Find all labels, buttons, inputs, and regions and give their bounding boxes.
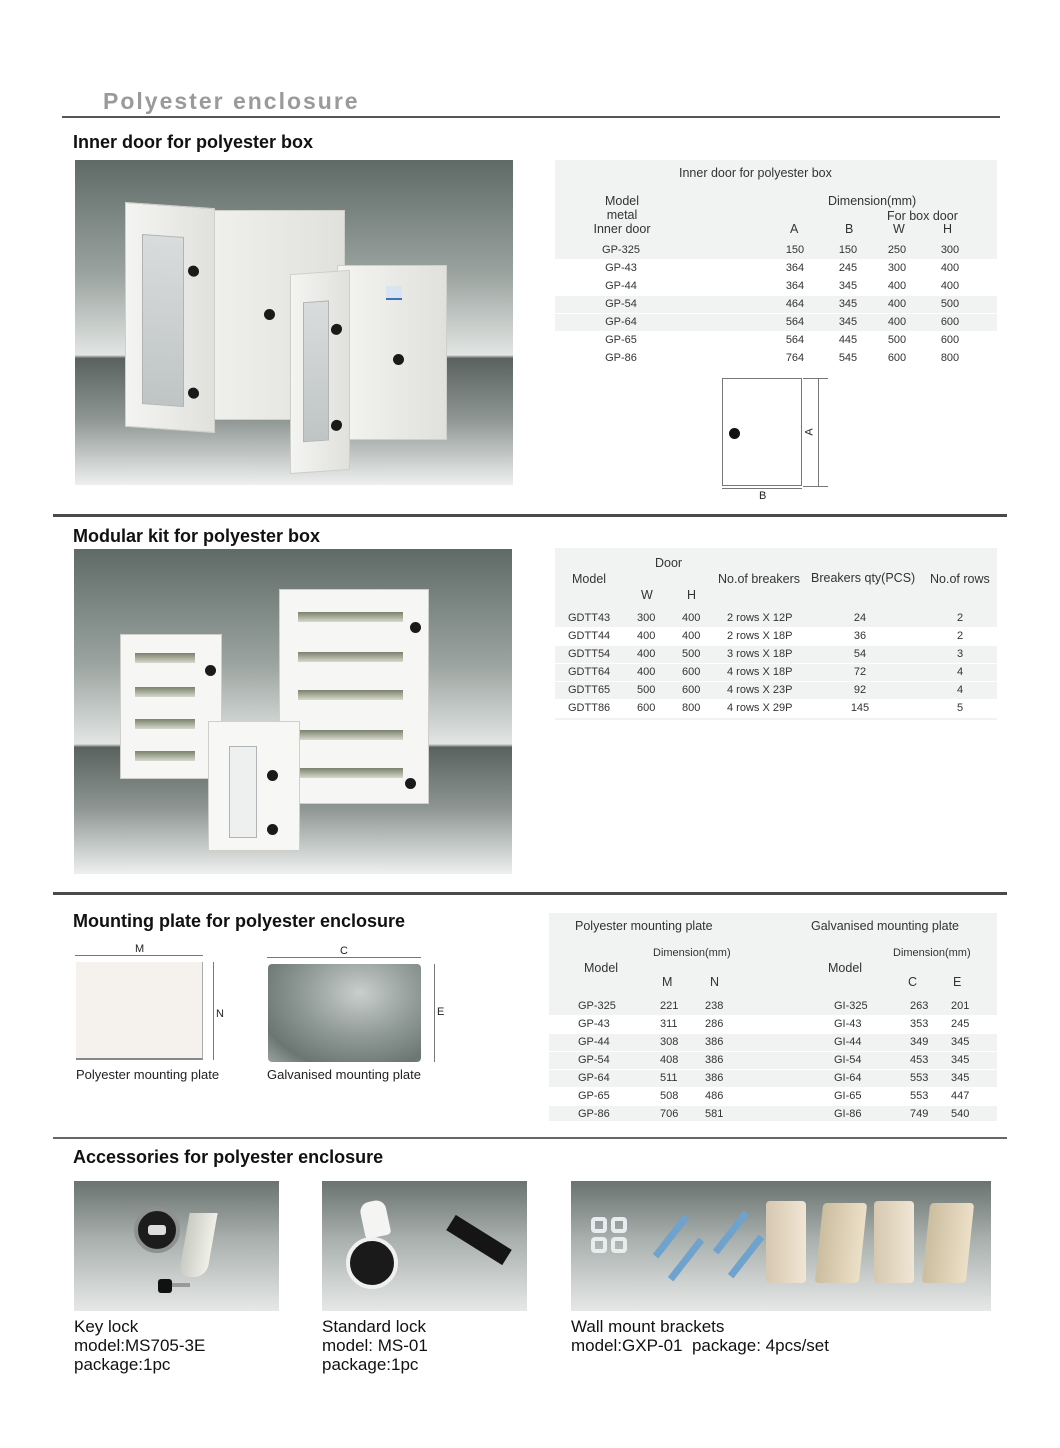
dimension-label-a: A [803, 428, 816, 436]
table-row [555, 682, 997, 700]
bolt-icon [728, 1235, 764, 1279]
nut-icon [611, 1217, 627, 1233]
cell-m: 311 [660, 1018, 678, 1030]
medium-kit-enclosure [120, 634, 222, 779]
cell-n: 238 [705, 1000, 724, 1012]
dimension-line-e [434, 964, 435, 1062]
cell-n: 581 [705, 1108, 724, 1120]
table-row [549, 998, 997, 1016]
door-header: Door [655, 556, 683, 570]
dimension-line-n [213, 962, 214, 1060]
cell-rows: 4 [956, 666, 964, 678]
table-row [555, 700, 997, 718]
cell-a: 564 [785, 334, 805, 346]
dimension-line-m [75, 955, 203, 956]
cell-poly-model: GP-44 [578, 1036, 610, 1048]
cell-model: GDTT86 [568, 702, 611, 714]
cell-e: 345 [951, 1036, 970, 1048]
cell-w: 400 [637, 630, 656, 642]
lock-knob [264, 309, 275, 320]
cell-n: 486 [705, 1090, 724, 1102]
cell-poly-model: GP-325 [578, 1000, 616, 1012]
w-header: W [641, 588, 653, 602]
table-row [549, 1088, 997, 1106]
cell-galv-model: GI-65 [834, 1090, 862, 1102]
inner-door-enclosure-photo [75, 160, 513, 485]
cell-m: 706 [660, 1108, 679, 1120]
cell-model: GDTT54 [568, 648, 611, 660]
cell-n: 386 [705, 1054, 724, 1066]
table-row [555, 296, 997, 314]
cell-w: 500 [637, 684, 656, 696]
cell-w: 300 [887, 262, 907, 274]
small-enclosure-door [290, 270, 350, 474]
cell-b: 150 [838, 244, 858, 256]
cell-h: 300 [940, 244, 960, 256]
col-header-m: M [662, 975, 673, 989]
accessory-package: package:1pc [322, 1355, 419, 1374]
galvanised-title: Galvanised mounting plate [811, 919, 960, 933]
cell-w: 400 [637, 648, 656, 660]
table-row [549, 1052, 997, 1070]
cell-m: 408 [660, 1054, 679, 1066]
lock-knob [267, 770, 278, 781]
breakers-header: No.of breakers [718, 572, 800, 586]
cell-breakers: 2 rows X 12P [727, 612, 793, 624]
cell-m: 508 [660, 1090, 679, 1102]
bracket-icon [815, 1203, 867, 1283]
col-header-n: N [710, 975, 720, 989]
section-title-mounting-plate: Mounting plate for polyester enclosure [73, 911, 406, 931]
door-knob-top [188, 265, 199, 277]
title-divider [62, 116, 1000, 118]
model-header: Model [572, 572, 607, 586]
section-title-accessories: Accessories for polyester enclosure [73, 1147, 384, 1167]
small-enclosure-body [337, 265, 447, 440]
cell-poly-model: GP-64 [578, 1072, 610, 1084]
door-knob-bottom [188, 387, 199, 399]
lock-handle-icon [446, 1215, 512, 1265]
lock-knob [393, 354, 404, 365]
table-row [549, 1034, 997, 1052]
col-header-e: E [953, 975, 962, 989]
cell-model: GP-325 [602, 244, 640, 256]
cell-a: 364 [785, 280, 805, 292]
cell-b: 445 [838, 334, 858, 346]
cell-b: 545 [838, 352, 858, 364]
wall-mount-brackets-caption [571, 1317, 829, 1355]
cell-rows: 4 [956, 684, 964, 696]
galv-dimension-header: Dimension(mm) [893, 947, 971, 959]
bolt-icon [653, 1215, 689, 1259]
bracket-icon [874, 1201, 914, 1283]
cell-poly-model: GP-54 [578, 1054, 610, 1066]
model-header-line: metal [606, 208, 638, 222]
cell-galv-model: GI-43 [834, 1018, 862, 1030]
standard-lock-caption [322, 1317, 428, 1374]
model-header-line: Inner door [593, 222, 651, 236]
dimension-header: Dimension(mm) [828, 194, 917, 208]
cell-galv-model: GI-64 [834, 1072, 862, 1084]
col-header-b: B [845, 222, 854, 236]
cell-b: 345 [838, 298, 858, 310]
large-enclosure-door [125, 202, 215, 433]
table-row [549, 1106, 997, 1124]
label-sticker [386, 286, 402, 300]
cell-galv-model: GI-325 [834, 1000, 868, 1012]
cell-c: 349 [910, 1036, 929, 1048]
table-row [555, 332, 997, 350]
cell-qty: 54 [853, 648, 867, 660]
cell-model: GDTT44 [568, 630, 611, 642]
cell-model: GP-44 [605, 280, 637, 292]
wall-mount-brackets-photo [571, 1181, 991, 1311]
page-title: Polyester enclosure [103, 88, 360, 114]
cell-model: GDTT65 [568, 684, 611, 696]
cell-h: 400 [682, 630, 701, 642]
cell-galv-model: GI-44 [834, 1036, 862, 1048]
polyester-plate-caption: Polyester mounting plate [76, 1067, 220, 1082]
cell-qty: 145 [850, 702, 870, 714]
door-window [303, 300, 329, 442]
table-row [555, 314, 997, 332]
cell-breakers: 4 rows X 23P [727, 684, 793, 696]
standard-lock-photo [322, 1181, 527, 1311]
lock-cylinder-icon [134, 1207, 180, 1253]
cell-e: 345 [951, 1054, 970, 1066]
cell-breakers: 4 rows X 18P [727, 666, 793, 678]
dimension-tick [803, 378, 828, 379]
cell-breakers: 3 rows X 18P [727, 648, 793, 660]
cell-w: 600 [887, 352, 907, 364]
cell-n: 286 [705, 1018, 724, 1030]
breakers-qty-header: Breakers qty(PCS) [811, 571, 916, 585]
modular-kit-enclosure-photo [74, 549, 512, 874]
key-icon [158, 1279, 172, 1293]
bracket-icon [766, 1201, 806, 1283]
cell-e: 245 [951, 1018, 970, 1030]
polyester-plate-image [76, 962, 203, 1060]
cell-c: 553 [910, 1090, 929, 1102]
cell-w: 300 [637, 612, 656, 624]
cell-model: GP-64 [605, 316, 637, 328]
lock-cam-icon [359, 1199, 392, 1240]
cell-b: 345 [838, 280, 858, 292]
cell-a: 764 [785, 352, 805, 364]
cell-poly-model: GP-86 [578, 1108, 610, 1120]
cell-h: 600 [682, 666, 701, 678]
rows-header: No.of rows [930, 572, 990, 586]
cell-model: GP-43 [605, 262, 637, 274]
door-knob-top [331, 323, 342, 335]
section-title-inner-door: Inner door for polyester box [73, 132, 314, 152]
model-header-line: Model [604, 194, 640, 208]
mounting-plate-table [549, 913, 997, 1121]
small-kit-enclosure [208, 721, 300, 851]
cell-rows: 2 [956, 630, 964, 642]
inner-door-diagram [722, 378, 802, 486]
table-row [555, 350, 997, 368]
accessory-model: model: MS-01 [322, 1336, 428, 1355]
cell-w: 400 [887, 280, 907, 292]
cell-model: GDTT64 [568, 666, 611, 678]
dimension-line-b [722, 488, 802, 489]
model-header [577, 194, 667, 236]
lock-hole-icon [729, 428, 740, 439]
cell-b: 345 [838, 316, 858, 328]
galvanised-plate-caption: Galvanised mounting plate [267, 1067, 421, 1082]
cell-rows: 3 [956, 648, 964, 660]
cell-model: GP-65 [605, 334, 637, 346]
cell-qty: 92 [853, 684, 867, 696]
table-row [555, 628, 997, 646]
dimension-label-e: E [437, 1006, 445, 1018]
lock-knob [205, 665, 216, 676]
col-header-w: W [893, 222, 905, 236]
cell-w: 400 [637, 666, 656, 678]
table-row [549, 1070, 997, 1088]
lock-knob [410, 622, 421, 633]
table-row [555, 260, 997, 278]
cell-m: 221 [660, 1000, 679, 1012]
dimension-label-b: B [759, 490, 767, 502]
cell-h: 800 [940, 352, 960, 364]
cell-h: 400 [682, 612, 701, 624]
accessory-model: model:MS705-3E [74, 1336, 206, 1355]
table-row [555, 664, 997, 682]
cell-a: 464 [785, 298, 805, 310]
table-row [555, 278, 997, 296]
cell-e: 447 [951, 1090, 970, 1102]
cell-qty: 36 [853, 630, 867, 642]
table-row [549, 1016, 997, 1034]
col-header-h: H [943, 222, 953, 236]
large-kit-enclosure [279, 589, 429, 804]
cell-c: 453 [910, 1054, 929, 1066]
section-divider [53, 892, 1007, 895]
dimension-tick [803, 486, 828, 487]
cell-n: 386 [705, 1072, 724, 1084]
cell-e: 540 [951, 1108, 970, 1120]
cell-h: 800 [682, 702, 701, 714]
cell-rows: 2 [956, 612, 964, 624]
table-row [555, 610, 997, 628]
section-title-modular-kit: Modular kit for polyester box [73, 526, 321, 546]
cell-n: 386 [705, 1036, 724, 1048]
cell-m: 308 [660, 1036, 679, 1048]
cell-w: 400 [887, 298, 907, 310]
lock-knob [405, 778, 416, 789]
col-header-a: A [790, 222, 799, 236]
cell-poly-model: GP-43 [578, 1018, 610, 1030]
nut-icon [591, 1217, 607, 1233]
cell-h: 500 [940, 298, 960, 310]
lock-cylinder-icon [346, 1237, 398, 1289]
galvanised-plate-image [268, 964, 421, 1062]
table-row [555, 242, 997, 260]
cell-rows: 5 [956, 702, 964, 714]
bracket-icon [922, 1203, 974, 1283]
bolt-icon [668, 1238, 704, 1282]
table-row [555, 646, 997, 664]
cell-w: 500 [887, 334, 907, 346]
accessory-name: Wall mount brackets [571, 1317, 725, 1336]
key-lock-photo [74, 1181, 279, 1311]
cell-h: 400 [940, 280, 960, 292]
nut-icon [611, 1237, 627, 1253]
dimension-label-n: N [216, 1008, 224, 1020]
col-header-c: C [908, 975, 918, 989]
cell-c: 263 [910, 1000, 929, 1012]
dimension-line-c [267, 957, 421, 958]
poly-dimension-header: Dimension(mm) [653, 947, 731, 959]
lock-cam-icon [178, 1213, 217, 1277]
cell-poly-model: GP-65 [578, 1090, 610, 1102]
cell-galv-model: GI-54 [834, 1054, 862, 1066]
dimension-label-m: M [135, 943, 145, 955]
cell-c: 553 [910, 1072, 929, 1084]
cell-w: 400 [887, 316, 907, 328]
for-box-door-header: For box door [887, 209, 958, 223]
cell-h: 600 [940, 334, 960, 346]
cell-galv-model: GI-86 [834, 1108, 862, 1120]
key-lock-caption [74, 1317, 205, 1374]
cell-c: 353 [910, 1018, 929, 1030]
lock-knob [267, 824, 278, 835]
table-caption: Inner door for polyester box [679, 166, 832, 180]
cell-model: GDTT43 [568, 612, 611, 624]
cell-h: 500 [682, 648, 701, 660]
cell-e: 201 [951, 1000, 970, 1012]
accessory-model: model:GXP-01 package: 4pcs/set [571, 1336, 829, 1355]
modular-kit-table [555, 548, 997, 720]
cell-qty: 24 [853, 612, 867, 624]
key-blade [172, 1283, 190, 1287]
bolt-icon [713, 1211, 749, 1255]
cell-h: 600 [940, 316, 960, 328]
door-window [142, 234, 184, 407]
cell-model: GP-86 [605, 352, 637, 364]
poly-model-header: Model [584, 961, 619, 975]
cell-breakers: 4 rows X 29P [727, 702, 793, 714]
cell-model: GP-54 [605, 298, 637, 310]
accessory-name: Standard lock [322, 1317, 426, 1336]
cell-w: 250 [887, 244, 907, 256]
nut-icon [591, 1237, 607, 1253]
h-header: H [687, 588, 697, 602]
section-divider [53, 514, 1007, 517]
polyester-title: Polyester mounting plate [575, 919, 713, 933]
dimension-label-c: C [340, 945, 348, 957]
accessory-name: Key lock [74, 1317, 139, 1336]
door-knob-bottom [331, 419, 342, 431]
cell-m: 511 [660, 1072, 678, 1084]
cell-a: 564 [785, 316, 805, 328]
cell-h: 400 [940, 262, 960, 274]
cell-h: 600 [682, 684, 701, 696]
cell-a: 150 [785, 244, 805, 256]
galv-model-header: Model [828, 961, 863, 975]
section-divider [53, 1137, 1007, 1139]
cell-c: 749 [910, 1108, 929, 1120]
accessory-package: package:1pc [74, 1355, 171, 1374]
dimension-line-a [818, 378, 819, 486]
cell-w: 600 [637, 702, 656, 714]
cell-qty: 72 [853, 666, 867, 678]
cell-a: 364 [785, 262, 805, 274]
inner-door-table [555, 160, 997, 368]
door-window [229, 746, 257, 838]
cell-b: 245 [838, 262, 858, 274]
cell-e: 345 [951, 1072, 970, 1084]
cell-breakers: 2 rows X 18P [727, 630, 793, 642]
